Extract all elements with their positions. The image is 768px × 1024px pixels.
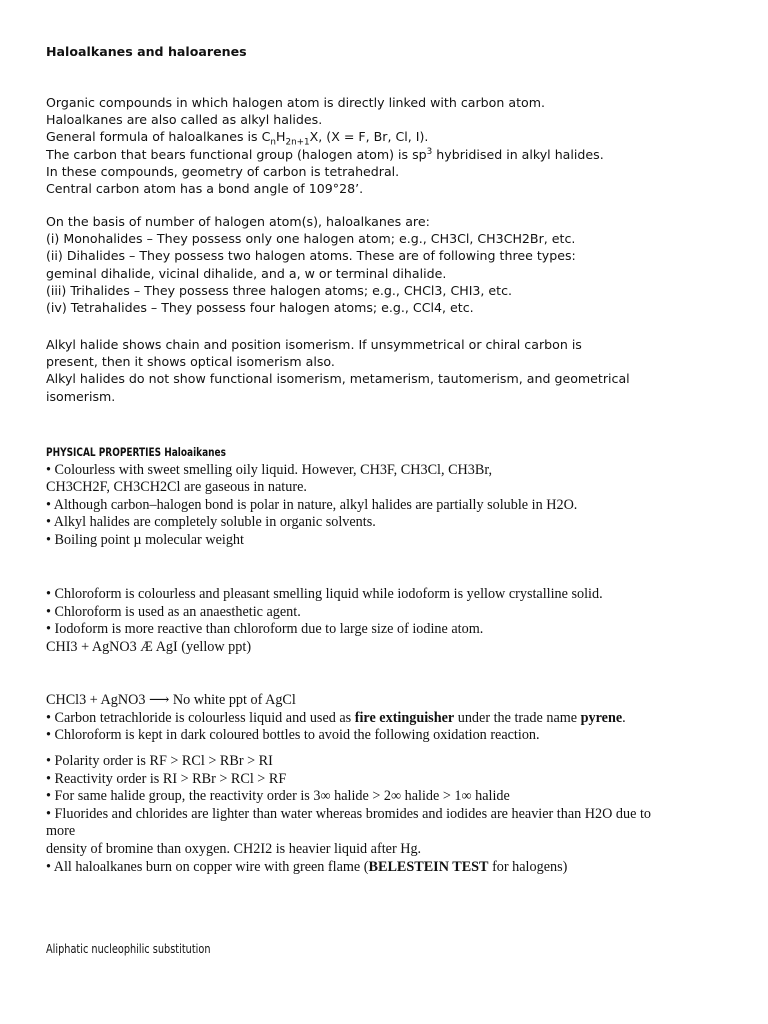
property-line: • Although carbon–halogen bond is polar in nature, alkyl halides are partially soluble in H2O. xyxy=(46,496,578,513)
property-line: • Chloroform is used as an anaesthetic agent. xyxy=(46,603,301,620)
classification-line: On the basis of number of halogen atom(s), haloalkanes are: xyxy=(46,214,430,229)
order-line: more xyxy=(46,823,76,840)
order-line: • All haloalkanes burn on copper wire with green flame (BELESTEIN TEST for halogens) xyxy=(46,858,568,875)
classification-line: (iv) Tetrahalides – They possess four halogen atoms; e.g., CCl4, etc. xyxy=(46,300,474,316)
intro-line: Central carbon atom has a bond angle of 109°28’. xyxy=(46,181,364,197)
isomerism-line: Alkyl halide shows chain and position isomerism. If unsymmetrical or chiral carbon is xyxy=(46,337,582,352)
property-line: • Boiling point µ molecular weight xyxy=(46,531,244,548)
isomerism-line: Alkyl halides do not show functional isomerism, metamerism, tautomerism, and geometrical xyxy=(46,371,630,387)
intro-line: Haloalkanes are also called as alkyl halides. xyxy=(46,112,323,128)
property-line: CH3CH2F, CH3CH2Cl are gaseous in nature. xyxy=(46,479,307,496)
classification-line: (iii) Trihalides – They possess three halogen atoms; e.g., CHCl3, CHI3, etc. xyxy=(46,282,513,298)
section-heading: PHYSICAL PROPERTIES Haloaikanes xyxy=(46,445,226,459)
order-line: • For same halide group, the reactivity order is 3∞ halide > 2∞ halide > 1∞ halide xyxy=(46,788,510,805)
property-line: • Chloroform is kept in dark coloured bottles to avoid the following oxidation reaction. xyxy=(46,727,540,744)
intro-paragraph xyxy=(46,94,746,197)
intro-line: Organic compounds in which halogen atom is directly linked with carbon atom. xyxy=(46,95,545,110)
order-line: density of bromine than oxygen. CH2I2 is heavier liquid after Hg. xyxy=(46,840,422,857)
tests-section xyxy=(46,692,746,745)
classification-line: (i) Monohalides – They possess only one halogen atom; e.g., CH3Cl, CH3CH2Br, etc. xyxy=(46,231,576,247)
isomerism-line: isomerism. xyxy=(46,388,116,404)
property-line: • Colourless with sweet smelling oily liquid. However, CH3F, CH3Cl, CH3Br, xyxy=(46,461,493,478)
isomerism-paragraph xyxy=(46,336,746,405)
footer-heading: Aliphatic nucleophilic substitution xyxy=(46,941,211,956)
physical-properties-section xyxy=(46,444,746,550)
reaction-line: CHCl3 + AgNO3 ⟶ No white ppt of AgCl xyxy=(46,692,296,708)
classification-line: geminal dihalide, vicinal dihalide, and a, w or terminal dihalide. xyxy=(46,265,447,281)
title-text: Haloalkanes and haloarenes xyxy=(46,44,247,59)
order-section xyxy=(46,753,746,876)
order-line: • Reactivity order is RI > RBr > RCl > RF xyxy=(46,770,287,787)
order-line: • Fluorides and chlorides are lighter than water whereas bromides and iodides are heavier than H2O due to xyxy=(46,805,651,822)
property-line: • Chloroform is colourless and pleasant smelling liquid while iodoform is yellow crystalline solid. xyxy=(46,586,603,602)
intro-hybridisation-line: The carbon that bears functional group (halogen atom) is $sp^3$ hybridised in alkyl halides. xyxy=(46,146,604,162)
property-line: • Alkyl halides are completely soluble in organic solvents. xyxy=(46,514,376,531)
chloroform-section xyxy=(46,586,746,656)
property-line: • Iodoform is more reactive than chloroform due to large size of iodine atom. xyxy=(46,621,484,638)
reaction-line: CHI3 + AgNO3 Æ AgI (yellow ppt) xyxy=(46,638,252,655)
order-line: • Polarity order is RF > RCl > RBr > RI xyxy=(46,753,273,769)
property-line: • Carbon tetrachloride is colourless liquid and used as fire extinguisher under the trade name pyrene. xyxy=(46,709,626,726)
classification-line: (ii) Dihalides – They possess two halogen atoms. These are of following three types: xyxy=(46,248,576,264)
classification-paragraph xyxy=(46,213,746,316)
intro-formula-line: General formula of haloalkanes is $C_nH_{2n+1}X$, (X = F, Br, Cl, I). xyxy=(46,129,429,148)
isomerism-line: present, then it shows optical isomerism also. xyxy=(46,354,335,370)
intro-line: In these compounds, geometry of carbon is tetrahedral. xyxy=(46,163,400,179)
page-title xyxy=(46,43,746,60)
